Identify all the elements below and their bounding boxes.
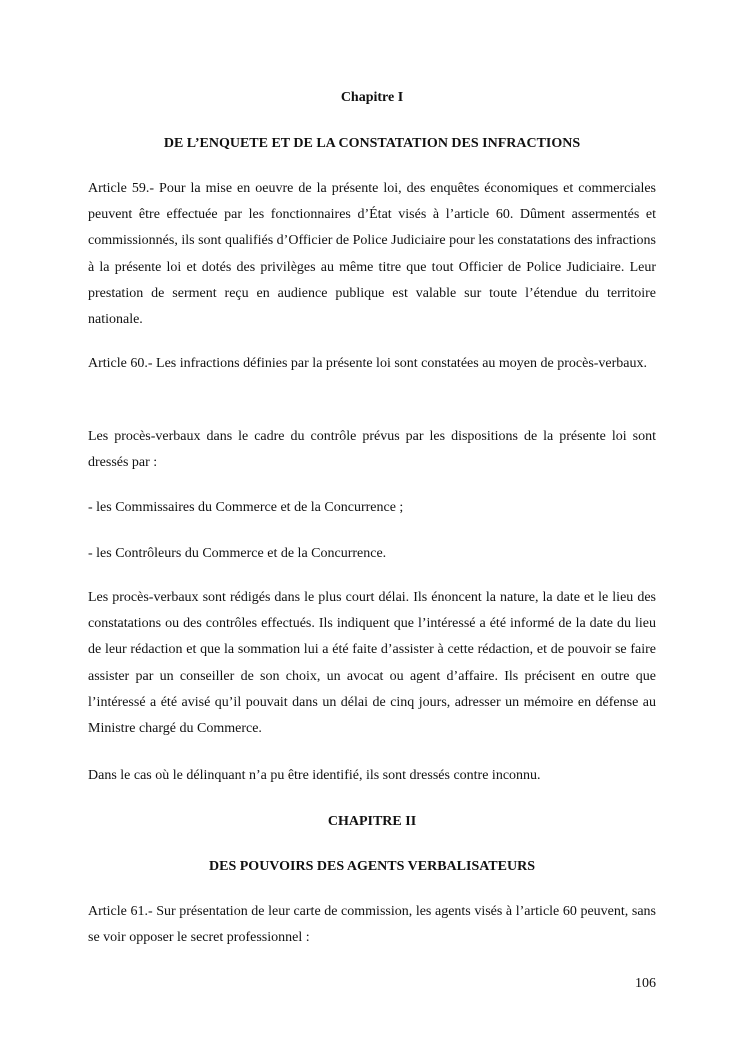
page-number: 106 — [635, 976, 656, 991]
pv-intro-paragraph: Les procès-verbaux dans le cadre du contrôle prévus par les dispositions de la présente loi sont dressés par : — [88, 429, 656, 471]
article-60-paragraph: Article 60.- Les infractions définies par la présente loi sont constatées au moyen de procès-verbaux. — [88, 356, 648, 371]
list-item-commissaires: - les Commissaires du Commerce et de la Concurrence ; — [88, 500, 404, 515]
list-item-controleurs: - les Contrôleurs du Commerce et de la Concurrence. — [88, 546, 387, 561]
chapter-2-heading: DES POUVOIRS DES AGENTS VERBALISATEURS — [209, 859, 535, 874]
article-61-paragraph: Article 61.- Sur présentation de leur carte de commission, les agents visés à l’article 60 peuvent, sans se voir opposer le secret professionnel : — [88, 904, 656, 946]
chapter-1-heading: DE L’ENQUETE ET DE LA CONSTATATION DES INFRACTIONS — [163, 136, 581, 151]
chapter-2-label: CHAPITRE II — [327, 814, 417, 829]
pv-delay-paragraph: Les procès-verbaux sont rédigés dans le plus court délai. Ils énoncent la nature, la date et le lieu des constatations ou des contrôles effectués. Ils indiquent que l’intéressé a été informé de la date du lieu de leur rédaction et que la sommation lui a été faite d’assister à cette rédaction, et de pouvoir se faire assister par un conseiller de son choix, un avocat ou agent d’affaire. Ils précisent en outre que l’intéressé a été avisé qu’il pouvait dans un délai de cinq jours, adresser un mémoire en défense au Ministre chargé du Commerce. — [88, 590, 656, 737]
article-59-paragraph: Article 59.- Pour la mise en oeuvre de la présente loi, des enquêtes économiques et commerciales peuvent être effectuée par les fonctionnaires d’État visés à l’article 60. Dûment assermentés et commissionnés, ils sont qualifiés d’Officier de Police Judiciaire pour les constatations des infractions à la présente loi et dotés des privilèges au même titre que tout Officier de Police Judiciaire. Leur prestation de serment reçu en audience publique est valable sur toute l’étendue du territoire nationale. — [88, 181, 656, 328]
chapter-1-label: Chapitre I — [340, 90, 404, 105]
unknown-offender-paragraph: Dans le cas où le délinquant n’a pu être identifié, ils sont dressés contre inconnu. — [88, 768, 541, 783]
